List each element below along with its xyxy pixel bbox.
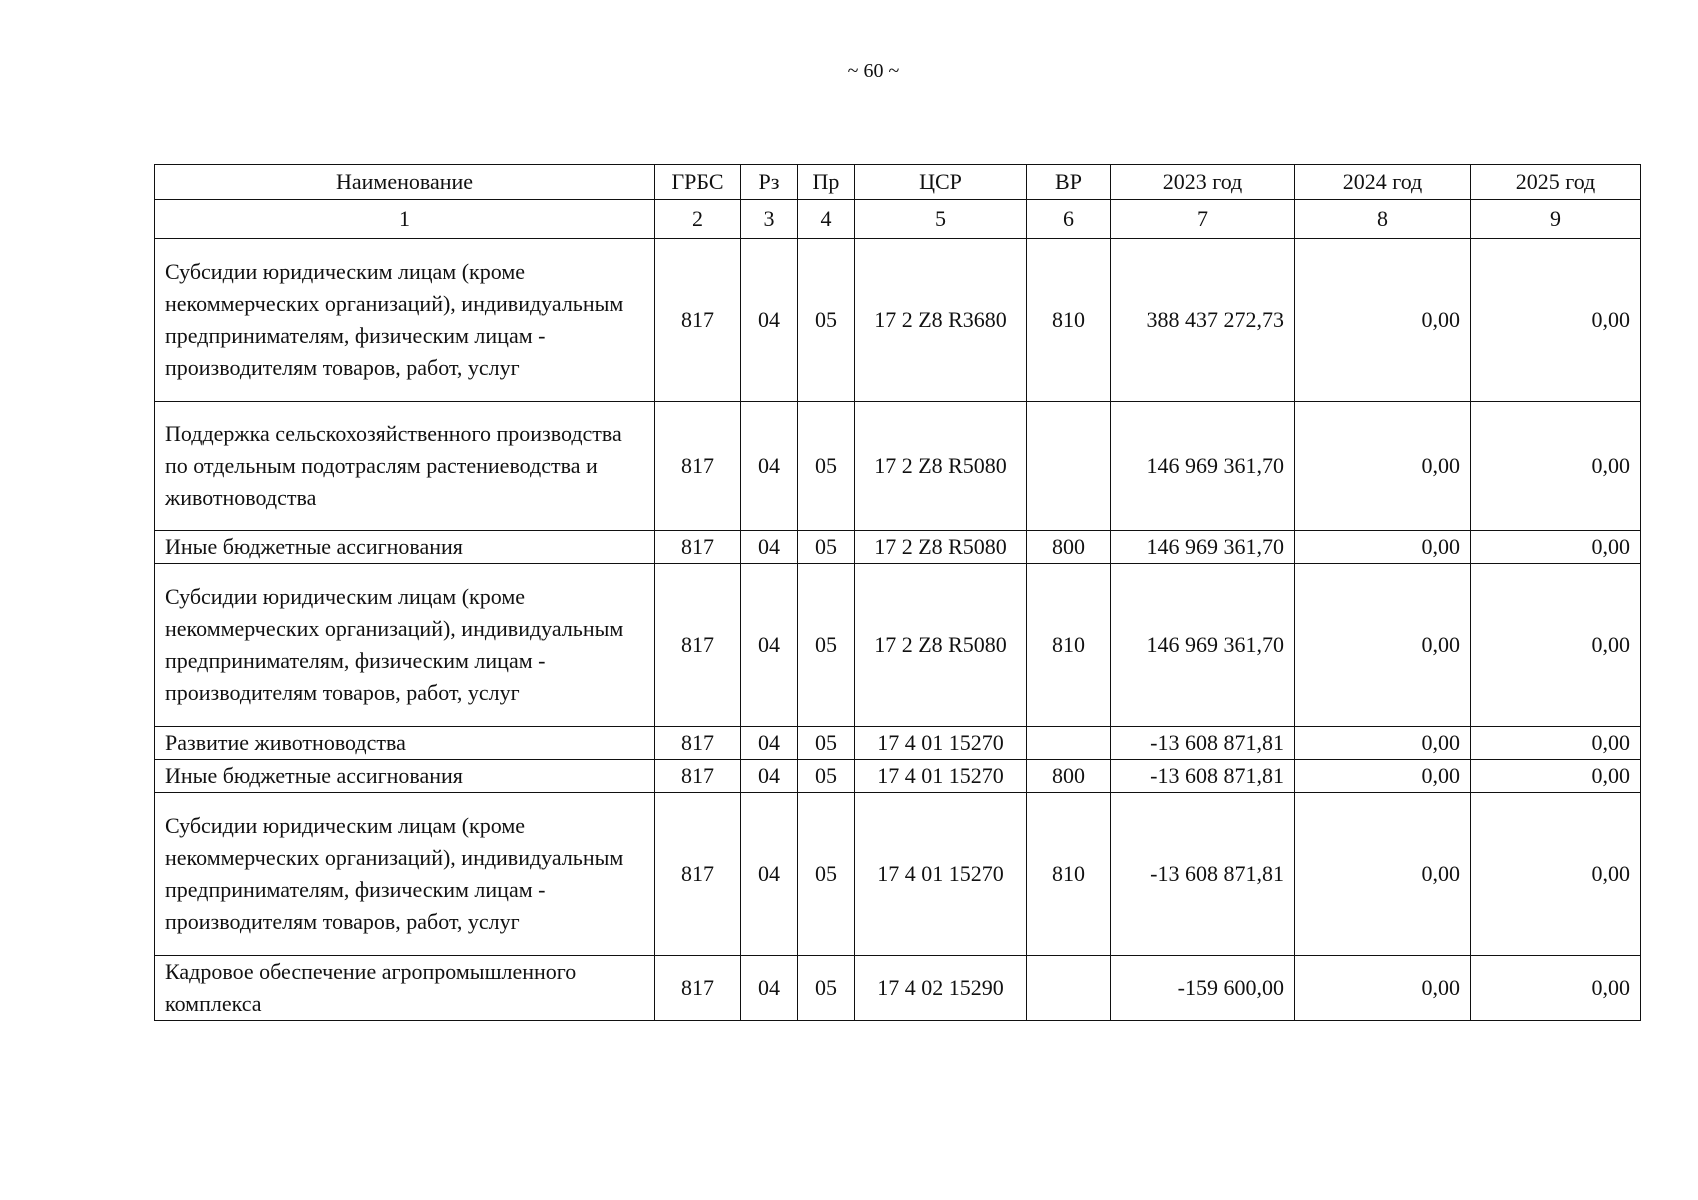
row-vr: 810 — [1027, 239, 1111, 402]
table-row — [155, 956, 1641, 1021]
row-name: Кадровое обеспечение агропромышленного комплекса — [155, 956, 655, 1021]
page-number: ~ 60 ~ — [847, 60, 900, 82]
row-pr: 05 — [798, 956, 855, 1021]
row-grbs: 817 — [655, 402, 741, 531]
row-name: Субсидии юридическим лицам (кроме некоммерческих организаций), индивидуальным предпринимателям, физическим лицам - производителям товаров, работ, услуг — [155, 239, 655, 402]
row-2024: 0,00 — [1295, 760, 1471, 793]
row-grbs: 817 — [655, 727, 741, 760]
row-2023: 146 969 361,70 — [1111, 402, 1295, 531]
row-2024: 0,00 — [1295, 727, 1471, 760]
header-rz: Рз — [741, 165, 798, 200]
row-2025: 0,00 — [1471, 727, 1641, 760]
row-rz: 04 — [741, 402, 798, 531]
header-csr: ЦСР — [855, 165, 1027, 200]
row-rz: 04 — [741, 793, 798, 956]
budget-table — [154, 164, 1641, 1021]
table-header-row — [155, 165, 1641, 200]
row-2025: 0,00 — [1471, 531, 1641, 564]
row-vr: 810 — [1027, 564, 1111, 727]
row-2024: 0,00 — [1295, 402, 1471, 531]
row-pr: 05 — [798, 793, 855, 956]
row-2024: 0,00 — [1295, 531, 1471, 564]
header-name: Наименование — [155, 165, 655, 200]
row-csr: 17 4 01 15270 — [855, 727, 1027, 760]
row-2025: 0,00 — [1471, 793, 1641, 956]
table-row — [155, 760, 1641, 793]
row-2024: 0,00 — [1295, 564, 1471, 727]
row-csr: 17 2 Z8 R5080 — [855, 402, 1027, 531]
row-csr: 17 2 Z8 R5080 — [855, 531, 1027, 564]
row-name: Субсидии юридическим лицам (кроме некоммерческих организаций), индивидуальным предпринимателям, физическим лицам - производителям товаров, работ, услуг — [155, 564, 655, 727]
row-vr — [1027, 727, 1111, 760]
row-2023: -159 600,00 — [1111, 956, 1295, 1021]
row-vr — [1027, 402, 1111, 531]
table-row — [155, 239, 1641, 402]
column-number: 7 — [1111, 200, 1295, 239]
row-pr: 05 — [798, 402, 855, 531]
column-number: 4 — [798, 200, 855, 239]
row-name: Развитие животноводства — [155, 727, 655, 760]
table-row — [155, 531, 1641, 564]
row-2024: 0,00 — [1295, 956, 1471, 1021]
row-pr: 05 — [798, 531, 855, 564]
row-name: Субсидии юридическим лицам (кроме некоммерческих организаций), индивидуальным предпринимателям, физическим лицам - производителям товаров, работ, услуг — [155, 793, 655, 956]
row-vr: 800 — [1027, 531, 1111, 564]
row-2023: -13 608 871,81 — [1111, 760, 1295, 793]
table-row — [155, 564, 1641, 727]
row-grbs: 817 — [655, 564, 741, 727]
row-2025: 0,00 — [1471, 956, 1641, 1021]
column-number: 8 — [1295, 200, 1471, 239]
row-vr: 810 — [1027, 793, 1111, 956]
row-grbs: 817 — [655, 956, 741, 1021]
row-2025: 0,00 — [1471, 760, 1641, 793]
row-2025: 0,00 — [1471, 239, 1641, 402]
column-number: 5 — [855, 200, 1027, 239]
row-rz: 04 — [741, 727, 798, 760]
row-grbs: 817 — [655, 531, 741, 564]
row-2023: 388 437 272,73 — [1111, 239, 1295, 402]
column-number: 6 — [1027, 200, 1111, 239]
row-rz: 04 — [741, 956, 798, 1021]
row-2023: 146 969 361,70 — [1111, 564, 1295, 727]
row-name: Поддержка сельскохозяйственного производства по отдельным подотраслям растениеводства и животноводства — [155, 402, 655, 531]
row-2023: -13 608 871,81 — [1111, 727, 1295, 760]
row-csr: 17 2 Z8 R3680 — [855, 239, 1027, 402]
row-csr: 17 4 01 15270 — [855, 760, 1027, 793]
row-2023: -13 608 871,81 — [1111, 793, 1295, 956]
table-row — [155, 727, 1641, 760]
row-csr: 17 4 02 15290 — [855, 956, 1027, 1021]
column-number: 9 — [1471, 200, 1641, 239]
row-grbs: 817 — [655, 760, 741, 793]
row-name: Иные бюджетные ассигнования — [155, 531, 655, 564]
header-pr: Пр — [798, 165, 855, 200]
row-grbs: 817 — [655, 239, 741, 402]
row-pr: 05 — [798, 760, 855, 793]
row-2024: 0,00 — [1295, 793, 1471, 956]
header-vr: ВР — [1027, 165, 1111, 200]
row-name: Иные бюджетные ассигнования — [155, 760, 655, 793]
row-csr: 17 4 01 15270 — [855, 793, 1027, 956]
row-rz: 04 — [741, 239, 798, 402]
table-row — [155, 793, 1641, 956]
column-number: 3 — [741, 200, 798, 239]
row-2024: 0,00 — [1295, 239, 1471, 402]
column-number: 1 — [155, 200, 655, 239]
row-pr: 05 — [798, 239, 855, 402]
header-2024: 2024 год — [1295, 165, 1471, 200]
row-rz: 04 — [741, 564, 798, 727]
column-number: 2 — [655, 200, 741, 239]
row-pr: 05 — [798, 727, 855, 760]
row-vr: 800 — [1027, 760, 1111, 793]
column-number-row — [155, 200, 1641, 239]
header-2025: 2025 год — [1471, 165, 1641, 200]
row-2025: 0,00 — [1471, 564, 1641, 727]
row-pr: 05 — [798, 564, 855, 727]
row-grbs: 817 — [655, 793, 741, 956]
header-2023: 2023 год — [1111, 165, 1295, 200]
table-row — [155, 402, 1641, 531]
row-2023: 146 969 361,70 — [1111, 531, 1295, 564]
row-csr: 17 2 Z8 R5080 — [855, 564, 1027, 727]
row-rz: 04 — [741, 531, 798, 564]
row-2025: 0,00 — [1471, 402, 1641, 531]
row-rz: 04 — [741, 760, 798, 793]
header-grbs: ГРБС — [655, 165, 741, 200]
row-vr — [1027, 956, 1111, 1021]
